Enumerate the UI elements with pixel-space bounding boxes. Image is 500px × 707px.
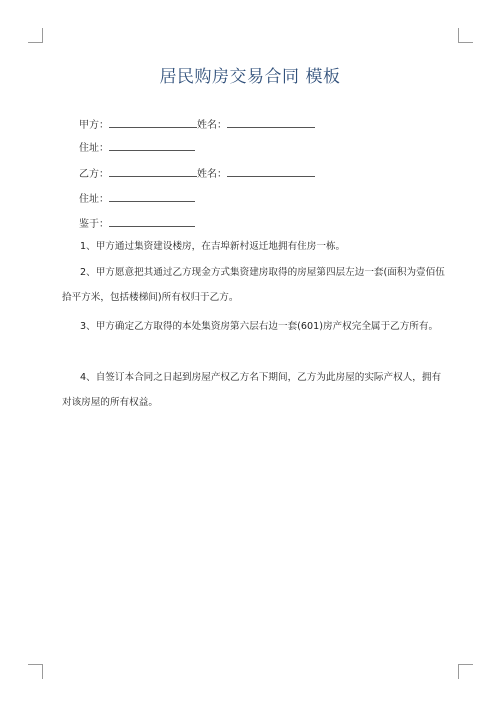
party-b-row [79, 166, 315, 182]
crop-mark-top-right [458, 28, 473, 43]
clause-2: 2、甲方愿意把其通过乙方现金方式集资建房取得的房屋第四层左边一套(面积为壹佰伍拾平方米，包括楼梯间)所有权归于乙方。 [62, 267, 445, 303]
party-b-name-blank[interactable] [227, 166, 315, 177]
party-a-label: 甲方： [79, 120, 109, 131]
witness-label: 鉴于： [79, 219, 109, 230]
document-title: 居民购房交易合同 模板 [159, 67, 341, 87]
crop-mark-top-left [28, 28, 43, 43]
clause-1: 1、甲方通过集资建设楼房，在吉埠新村返迁地拥有住房一栋。 [80, 241, 346, 252]
crop-mark-bottom-left [28, 664, 43, 679]
party-b-label: 乙方： [79, 169, 109, 180]
address2-blank[interactable] [109, 191, 195, 202]
crop-mark-bottom-right [458, 664, 473, 679]
party-a-name-blank[interactable] [227, 117, 315, 128]
address1-blank[interactable] [109, 140, 195, 151]
address1-row [79, 140, 195, 156]
party-a-name-label: 姓名： [197, 120, 227, 131]
address2-row [79, 191, 195, 207]
party-b-blank[interactable] [109, 166, 197, 177]
address1-label: 住址： [79, 143, 109, 154]
party-b-name-label: 姓名： [197, 169, 227, 180]
witness-blank[interactable] [109, 216, 195, 227]
clause-4: 4、自签订本合同之日起到房屋产权乙方名下期间，乙方为此房屋的实际产权人，拥有对该房屋的所有权益。 [62, 372, 442, 408]
clause-3: 3、甲方确定乙方取得的本处集资房第六层右边一套(601)房产权完全属于乙方所有。 [80, 321, 439, 332]
party-a-row [79, 117, 315, 133]
address2-label: 住址： [79, 194, 109, 205]
party-a-blank[interactable] [109, 117, 197, 128]
witness-row [79, 216, 195, 232]
